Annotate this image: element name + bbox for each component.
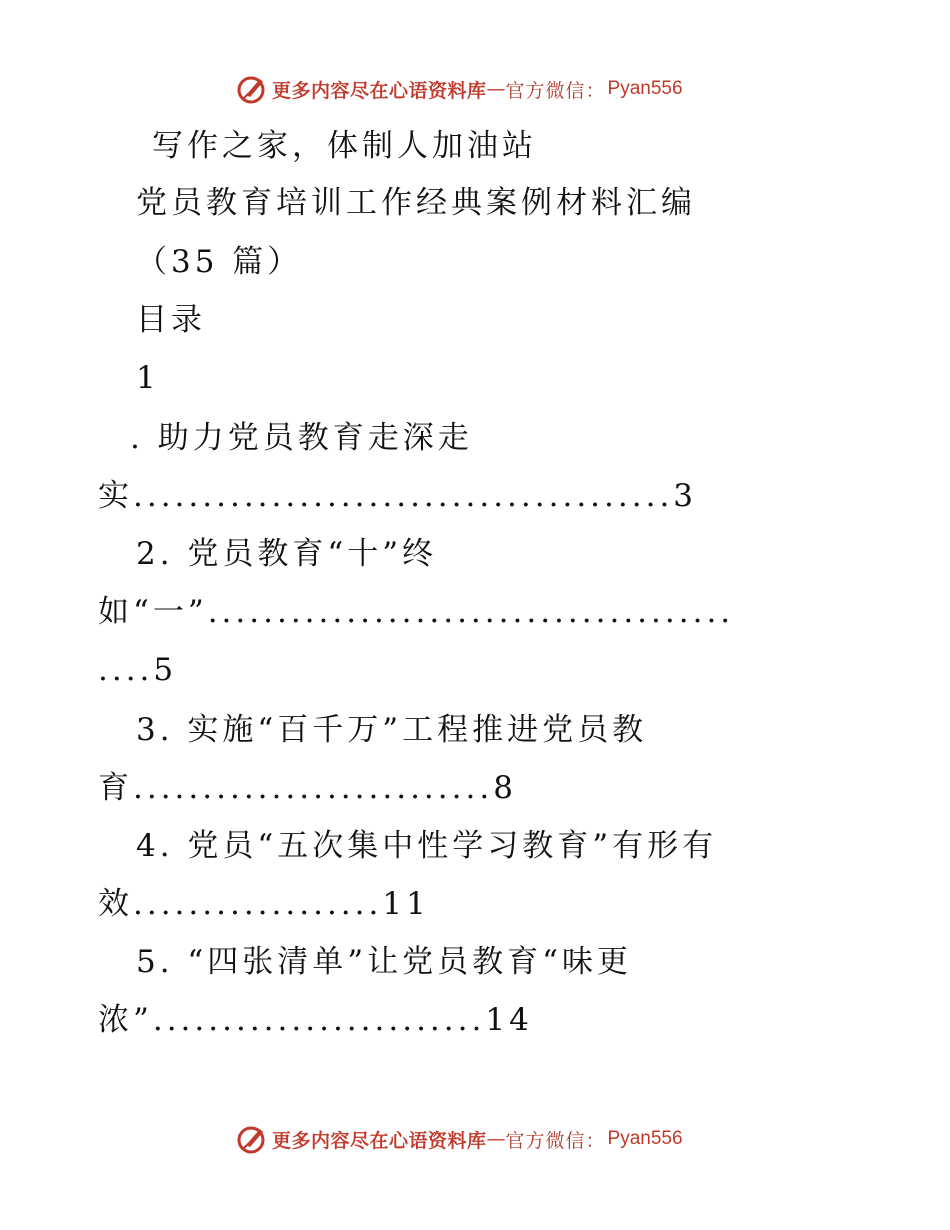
document-title: 党员教育培训工作经典案例材料汇编	[136, 185, 696, 221]
toc-entry-1-number: 1	[136, 360, 160, 396]
document-heading: 写作之家，体制人加油站	[152, 128, 537, 164]
document-count: （35 篇）	[136, 244, 303, 280]
watermark-id: Pyan556	[607, 1128, 683, 1149]
toc-entry-3-title: 3. 实施“百千万”工程推进党员教	[136, 712, 648, 748]
toc-entry-3-page: 育..........................8	[98, 770, 517, 806]
toc-entry-2-continued: 如“一”......................................	[98, 594, 735, 630]
toc-entry-2-page: ....5	[98, 652, 178, 688]
toc-entry-4-page: 效..................11	[98, 886, 430, 922]
watermark-main-text: 更多内容尽在心语资料库	[272, 1129, 487, 1152]
watermark-id: Pyan556	[607, 78, 683, 99]
toc-entry-2-title: 2. 党员教育“十”终	[136, 536, 438, 572]
watermark-header	[236, 72, 683, 106]
toc-entry-1-title: . 助力党员教育走深走	[130, 420, 473, 456]
toc-entry-5-page: 浓”........................14	[98, 1002, 533, 1038]
watermark-separator: —	[486, 1128, 506, 1150]
watermark-footer	[236, 1122, 683, 1156]
feather-logo-icon	[236, 73, 268, 105]
toc-label: 目录	[136, 302, 206, 338]
watermark-sub-text: 官方微信：	[505, 79, 606, 102]
watermark-sub-text: 官方微信：	[505, 1129, 606, 1152]
toc-entry-4-title: 4. 党员“五次集中性学习教育”有形有	[136, 828, 718, 864]
watermark-main-text: 更多内容尽在心语资料库	[272, 79, 487, 102]
feather-logo-icon	[236, 1123, 268, 1155]
toc-entry-1-page: 实.......................................3	[98, 478, 698, 514]
watermark-separator: —	[486, 78, 506, 100]
toc-entry-5-title: 5. “四张清单”让党员教育“味更	[136, 944, 632, 980]
